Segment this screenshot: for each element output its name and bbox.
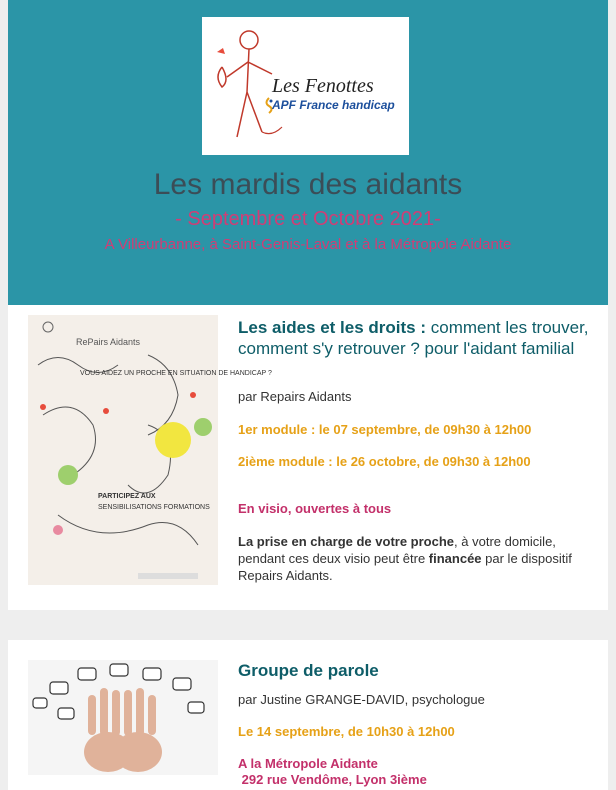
les-fenottes-logo — [202, 17, 409, 155]
hands-speech-bubbles-photo — [28, 660, 218, 775]
logo-title: Les Fenottes — [272, 75, 374, 97]
repairs-aidants-poster — [28, 315, 272, 585]
poster-question: VOUS AIDEZ UN PROCHE EN SITUATION DE HANDICAP ? — [80, 370, 272, 377]
event-text — [238, 317, 598, 359]
logo-subtitle: APF France handicap — [272, 98, 395, 112]
event-by: par Justine GRANGE-DAVID, psychologue — [238, 692, 485, 707]
hands-illustration — [28, 660, 218, 775]
event-by: par Repairs Aidants — [238, 389, 352, 404]
event-date: Le 14 septembre, de 10h30 à 12h00 — [238, 724, 455, 739]
poster-illustration — [28, 315, 272, 585]
event-module-2: 2ième module : le 26 octobre, de 09h30 à 12h00 — [238, 454, 531, 469]
poster-brand: RePairs Aidants — [76, 337, 141, 347]
event-card-aides-droits — [8, 305, 608, 610]
page-location: A Villeurbanne, à Saint-Genis-Laval et à la Métropole Aidante — [104, 236, 512, 253]
page-subtitle: - Septembre et Octobre 2021- — [175, 208, 441, 230]
event-module-1: 1er module : le 07 septembre, de 09h30 à 12h00 — [238, 422, 532, 437]
event-title: Groupe de parole — [238, 661, 379, 680]
newsletter-header — [8, 0, 608, 305]
poster-cta2: SENSIBILISATIONS FORMATIONS — [98, 504, 210, 511]
poster-cta1: PARTICIPEZ AUX — [98, 493, 156, 500]
event-description: La prise en charge de votre proche, à votre domicile, pendant ces deux visio peut être financée par le dispositif Repairs Aidants. — [238, 534, 572, 583]
page-title: Les mardis des aidants — [153, 168, 463, 201]
event-card-groupe-parole — [8, 640, 608, 790]
event-place-line1: A la Métropole Aidante — [238, 756, 378, 771]
event-format: En visio, ouvertes à tous — [238, 501, 392, 516]
event-place-line2: 292 rue Vendôme, Lyon 3ième — [238, 772, 427, 787]
event-title: Les aides et les droits : comment les trouver, comment s'y retrouver ? pour l'aidant familial — [238, 318, 589, 358]
